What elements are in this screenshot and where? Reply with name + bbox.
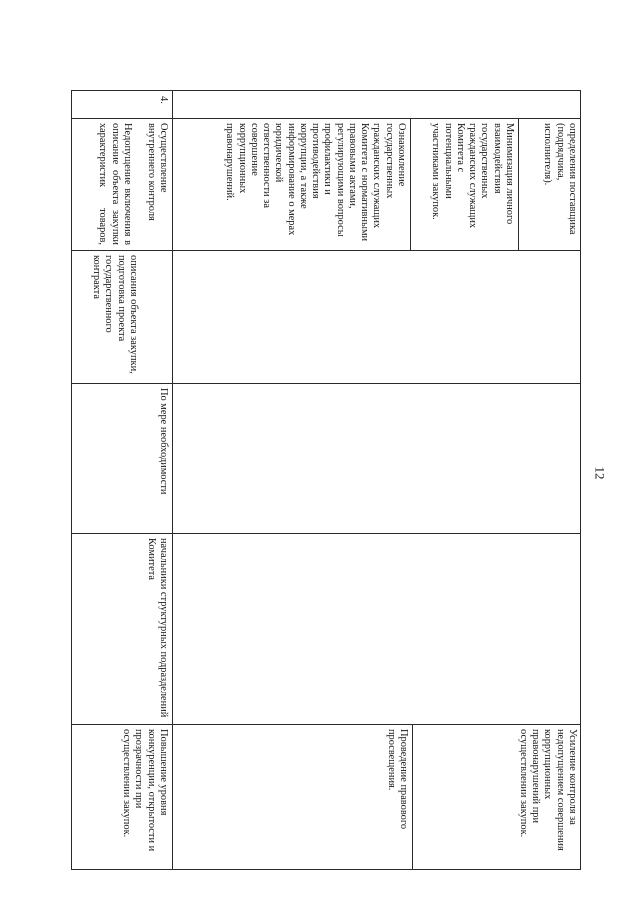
column-divider bbox=[71, 724, 581, 725]
table-border-top bbox=[580, 90, 581, 870]
row-divider bbox=[172, 90, 173, 870]
column-divider bbox=[71, 118, 581, 119]
page-number: 12 bbox=[592, 466, 608, 480]
measure-text: Недопущение включения в описание объекта закупки характеристик товаров, bbox=[97, 123, 133, 245]
table-border-left bbox=[71, 90, 581, 91]
measure-divider bbox=[518, 118, 519, 250]
row-number: 4. bbox=[158, 96, 169, 104]
plan-table bbox=[71, 90, 581, 870]
responsible-text: начальники структурных подразделений Комитета bbox=[145, 538, 169, 718]
stage-text: описания объекта закупки, подготовка проекта государственного контракта bbox=[91, 255, 139, 374]
measure-divider bbox=[410, 118, 411, 250]
column-divider bbox=[71, 383, 581, 384]
event-text: Осуществление внутреннего контроля bbox=[145, 123, 169, 221]
measure-text: Ознакомление государственных гражданских служащих Комитета с нормативными правовыми актами, регулирующими вопросы профилактики и противодействия коррупции, а также информирование о мерах юридической ответственности за совершение коррупционных правонарушений. bbox=[224, 123, 407, 242]
result-text: Проведение правового просвещения. bbox=[385, 729, 409, 830]
result-divider bbox=[412, 724, 413, 870]
deadline-text: По мере необходимости bbox=[158, 388, 169, 495]
table-border-right bbox=[71, 869, 581, 870]
measure-text: определения поставщика (подрядчика, исполнителя). bbox=[542, 123, 578, 235]
column-divider bbox=[71, 250, 581, 251]
table-border-bottom bbox=[71, 90, 72, 870]
result-text: Усиление контроля за недопущением совершения коррупционных правонарушений при осуществлении закупок. bbox=[517, 729, 578, 851]
result-text: Повышение уровня конкуренции, открытости и прозрачности при осуществлении закупок. bbox=[121, 729, 169, 852]
plan-table-rotator bbox=[71, 90, 581, 870]
measure-text: Минимизация личного взаимодействия государственных гражданских служащих Комитета с потенциальными участниками закупок. bbox=[430, 123, 515, 229]
column-divider bbox=[71, 533, 581, 534]
